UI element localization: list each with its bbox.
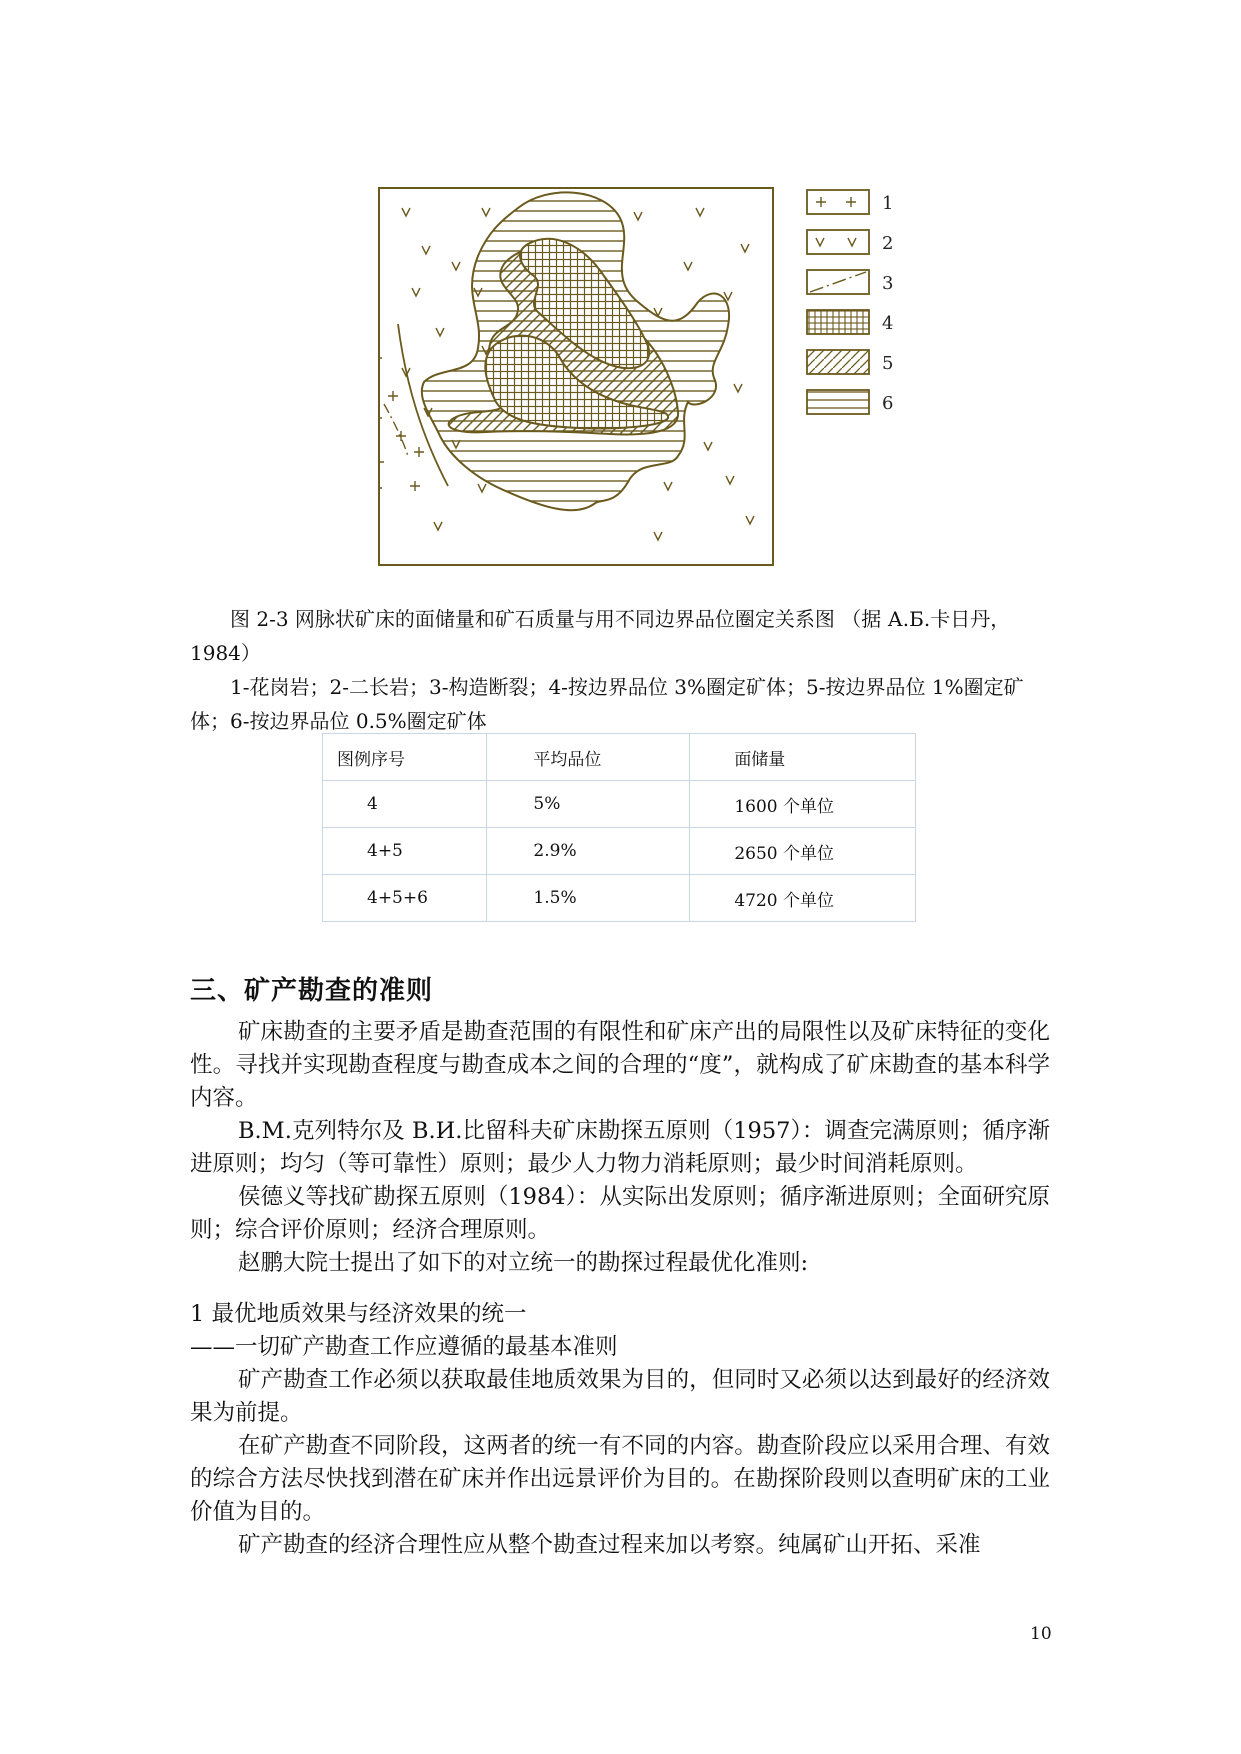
legend-label-5: 5 xyxy=(882,353,894,374)
paragraph: 矿产勘查工作必须以获取最佳地质效果为目的，但同时又必须以达到最好的经济效果为前提。 xyxy=(190,1367,1050,1426)
figure-legend-caption xyxy=(190,670,1052,738)
table-cell: 2650 个单位 xyxy=(734,843,834,864)
table-cell: 4+5 xyxy=(367,841,403,861)
section-body xyxy=(190,1016,1050,1562)
legend-label-3: 3 xyxy=(882,273,894,294)
table-header-row xyxy=(323,734,916,781)
paragraph: 在矿产勘查不同阶段，这两者的统一有不同的内容。勘查阶段应以采用合理、有效的综合方法尽快找到潜在矿床并作出远景评价为目的。在勘探阶段则以查明矿床的工业价值为目的。 xyxy=(190,1433,1050,1525)
table-cell: 5% xyxy=(533,794,561,814)
table-header: 平均品位 xyxy=(533,749,602,770)
table-cell: 1600 个单位 xyxy=(734,796,834,817)
table-cell: 4+5+6 xyxy=(367,888,428,908)
paragraph: 矿床勘查的主要矛盾是勘查范围的有限性和矿床产出的局限性以及矿床特征的变化性。寻找并实现勘查程度与勘查成本之间的合理的“度”，就构成了矿床勘查的基本科学内容。 xyxy=(190,1019,1050,1111)
table-header: 图例序号 xyxy=(337,749,405,770)
paragraph: 侯德义等找矿勘探五原则（1984）：从实际出发原则；循序渐进原则；全面研究原则；综合评价原则；经济合理原则。 xyxy=(190,1184,1050,1243)
page-number: 10 xyxy=(1030,1624,1052,1644)
legend-label-1: 1 xyxy=(882,193,894,214)
figure-caption xyxy=(190,602,1052,670)
legend-label-4: 4 xyxy=(882,313,894,334)
table-cell: 2.9% xyxy=(533,841,577,861)
table-cell: 4 xyxy=(367,794,378,814)
figure-legend xyxy=(806,188,916,420)
paragraph: 矿产勘查的经济合理性应从整个勘查过程来加以考察。纯属矿山开拓、采准 xyxy=(238,1532,981,1558)
legend-label-2: 2 xyxy=(882,233,894,254)
paragraph: 赵鹏大院士提出了如下的对立统一的勘探过程最优化准则: xyxy=(238,1250,809,1276)
table-cell: 4720 个单位 xyxy=(734,890,834,911)
table-header: 面储量 xyxy=(734,749,786,770)
criterion-subtitle: ——一切矿产勘查工作应遵循的最基本准则 xyxy=(190,1334,618,1360)
table-row xyxy=(323,875,916,922)
caption-title: 图 2-3 网脉状矿床的面储量和矿石质量与用不同边界品位圈定关系图 （据 А.Б.卡日丹，1984） xyxy=(190,607,1011,665)
table-row xyxy=(323,781,916,828)
table-row xyxy=(323,828,916,875)
caption-legend: 1-花岗岩；2-二长岩；3-构造断裂；4-按边界品位 3%圈定矿体；5-按边界品位 1%圈定矿体；6-按边界品位 0.5%圈定矿体 xyxy=(190,675,1024,733)
paragraph: В.М.克列特尔及 В.И.比留科夫矿床勘探五原则（1957）：调查完满原则；循序渐进原则；均匀（等可靠性）原则；最少人力物力消耗原则；最少时间消耗原则。 xyxy=(190,1118,1050,1177)
grade-reserve-table xyxy=(322,733,916,922)
legend-label-6: 6 xyxy=(882,393,894,414)
table-cell: 1.5% xyxy=(533,888,577,908)
criterion-title: 1 最优地质效果与经济效果的统一 xyxy=(190,1301,527,1327)
section-heading: 三、矿产勘查的准则 xyxy=(190,976,434,1006)
